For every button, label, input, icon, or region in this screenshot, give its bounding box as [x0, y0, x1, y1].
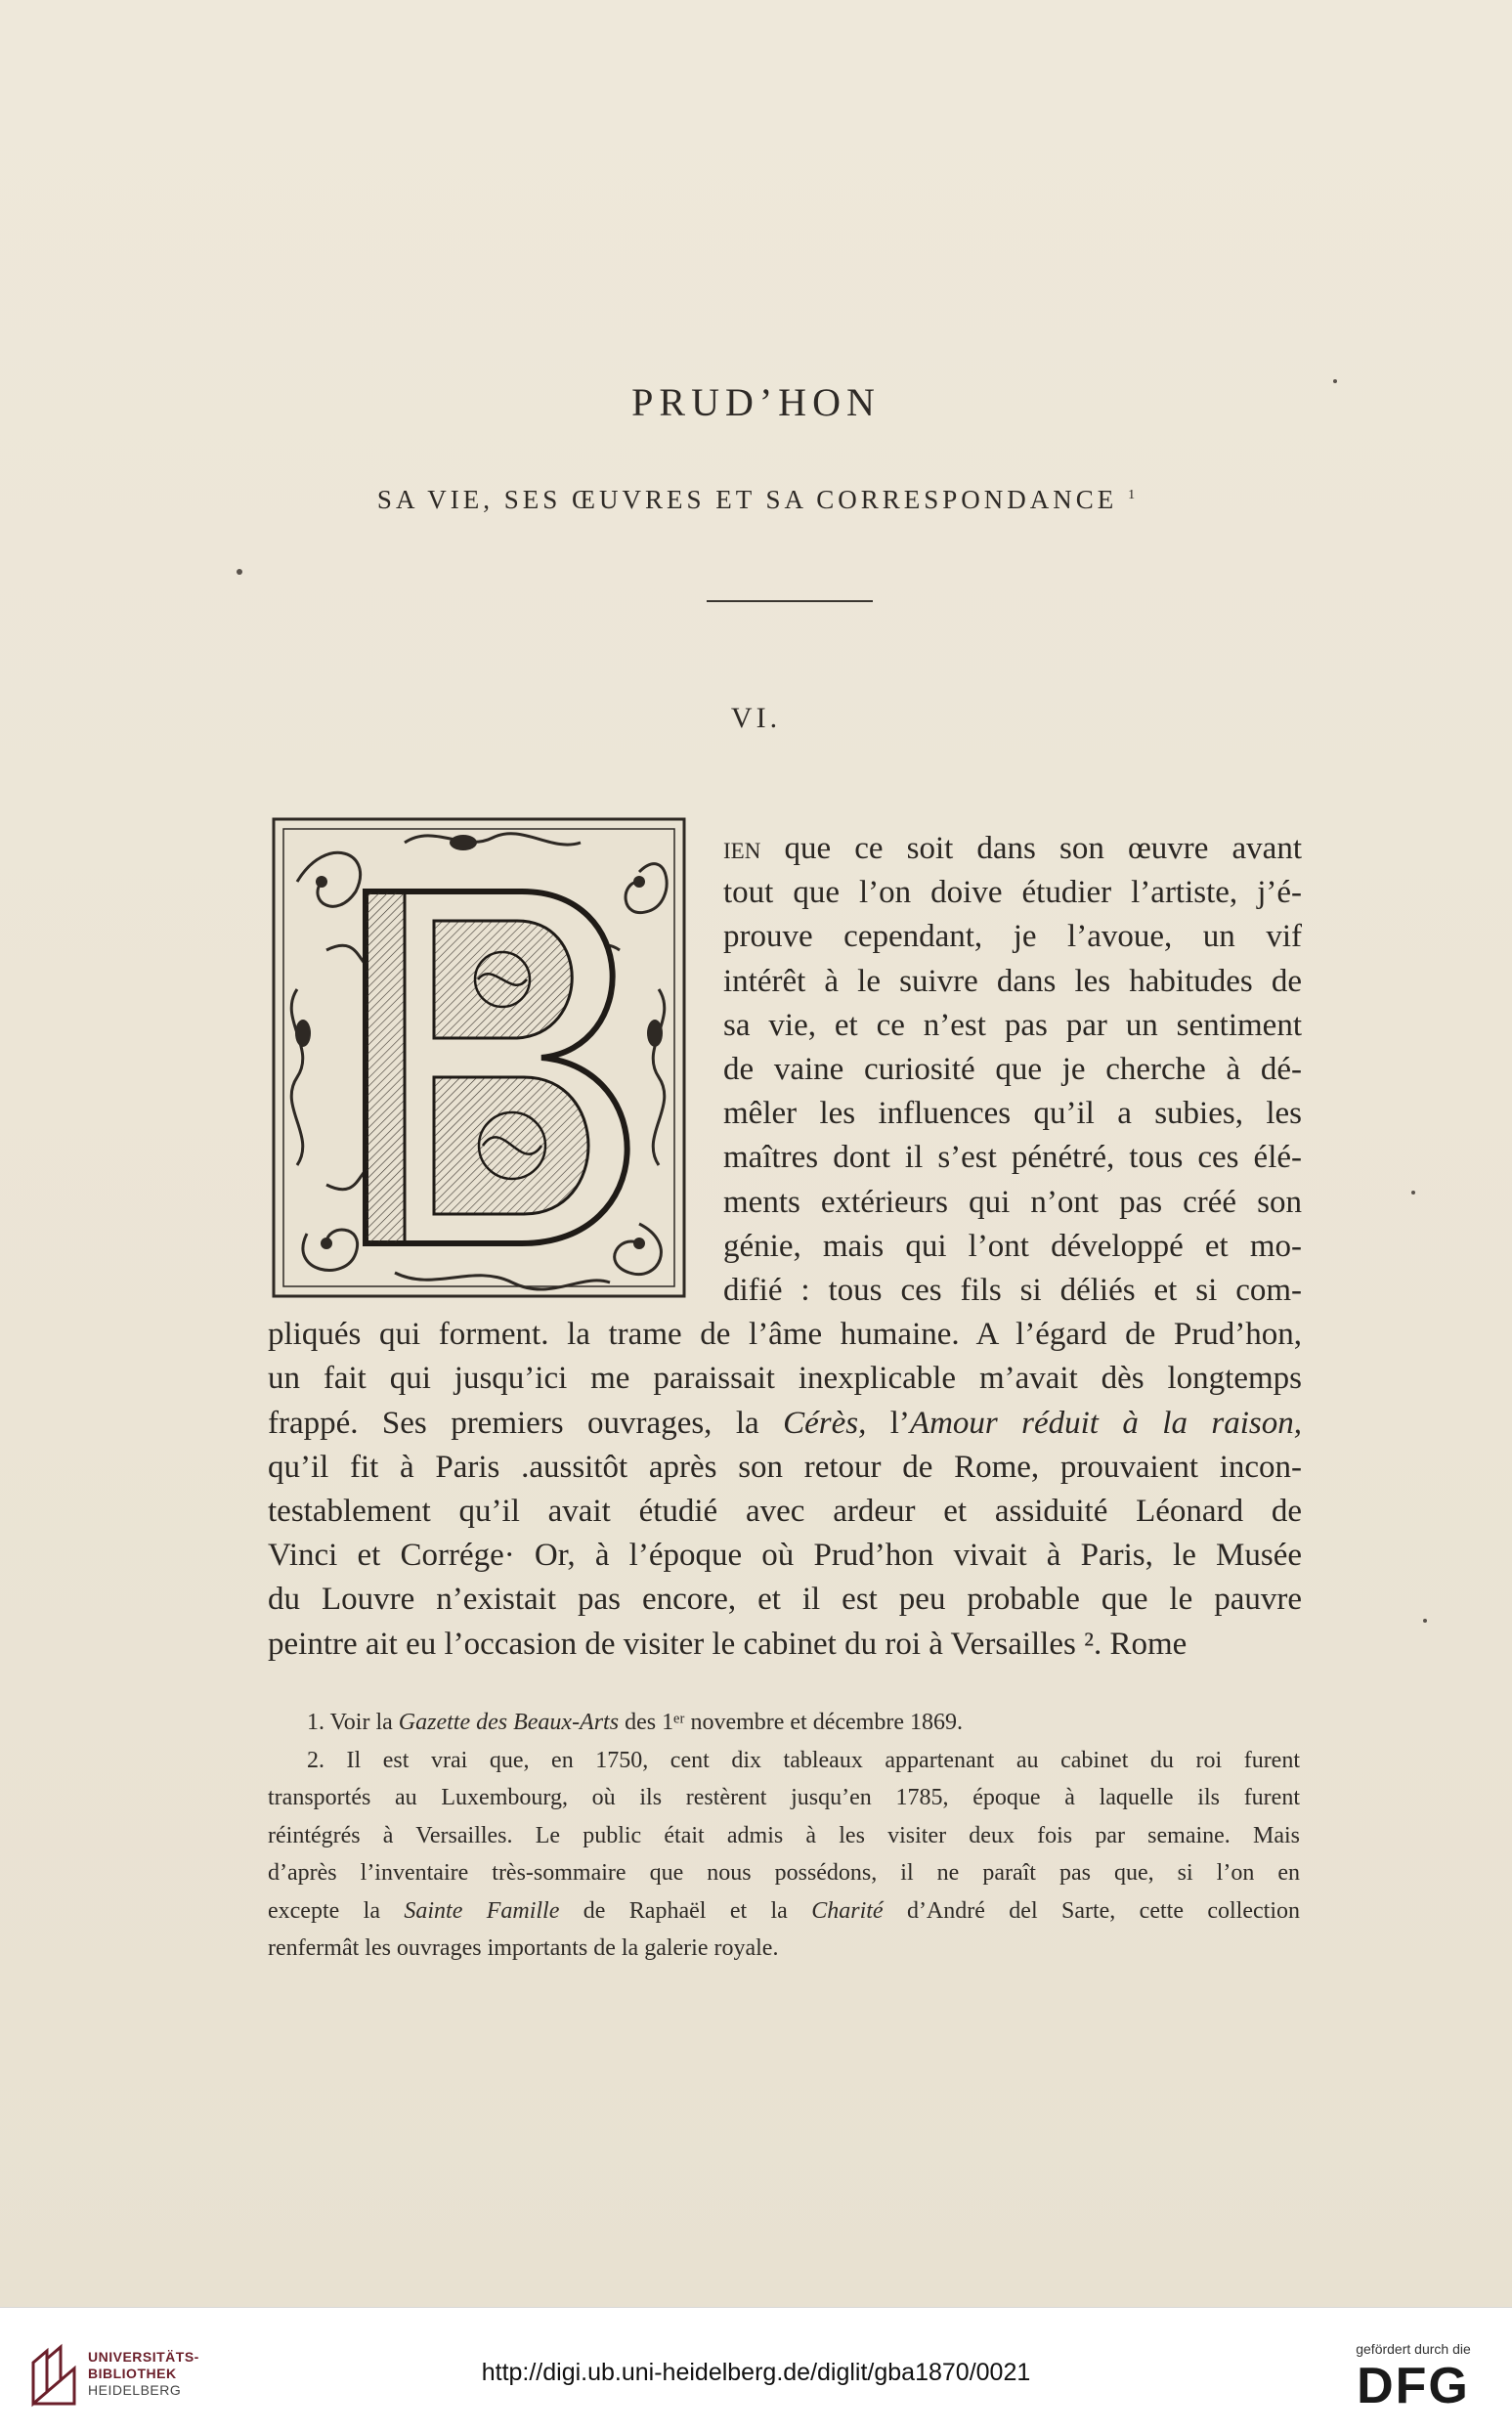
body-text: Vinci et Corrége· Or, à l’époque où Prud’hon vivait à Paris, le Musée: [268, 1538, 1302, 1574]
body-line: [723, 871, 1302, 914]
note-text: Gazette des Beaux-Arts: [398, 1710, 620, 1735]
body-line: [268, 1623, 1302, 1666]
note-text: renfermât les ouvrages importants de la galerie royale.: [268, 1935, 779, 1961]
subtitle-text: SA VIE, SES ŒUVRES ET SA CORRESPONDANCE: [376, 485, 1118, 514]
body-text: qu’il fit à Paris .aussitôt après son retour de Rome, prouvaient incon-: [268, 1449, 1302, 1485]
body-line: [268, 1313, 1302, 1356]
note-text: d’André del Sarte, cette collection: [883, 1897, 1300, 1924]
library-name-line2: BIBLIOTHEK: [88, 2366, 177, 2381]
note-text: Charité: [811, 1897, 884, 1924]
note-line: [307, 1705, 1300, 1740]
body-line: [268, 1446, 1302, 1489]
body-line: [723, 1181, 1302, 1224]
body-text: sa vie, et ce n’est pas par un sentiment: [723, 1007, 1302, 1043]
note-text: 2. Il est vrai que, en 1750, cent dix tableaux appartenant au cabinet du roi furent: [307, 1747, 1300, 1773]
body-line: [268, 1534, 1302, 1577]
page-title: PRUD’HON: [631, 380, 881, 424]
body-text: frappé. Ses premiers ouvrages, la: [268, 1405, 784, 1441]
body-text: du Louvre n’existait pas encore, et il est peu probable que le pauvre: [268, 1582, 1302, 1618]
body-text: Amour réduit à la raison,: [909, 1405, 1302, 1441]
page-subtitle: [0, 485, 1512, 515]
note-line: [268, 1931, 1300, 1966]
section-divider: [707, 600, 873, 602]
note-line: [268, 1818, 1300, 1853]
note-line: [307, 1743, 1300, 1778]
chapter-number: VI.: [730, 702, 782, 734]
body-text: ien: [723, 831, 761, 866]
note-line: [268, 1855, 1300, 1890]
body-line: [723, 1048, 1302, 1091]
body-line: [723, 1004, 1302, 1047]
body-text: prouve cependant, je l’avoue, un vif: [723, 919, 1302, 955]
note-text: réintégrés à Versailles. Le public était admis à les visiter deux fois par semaine. Mais: [268, 1822, 1300, 1848]
library-name-line3: HEIDELBERG: [88, 2382, 182, 2398]
body-text: testablement qu’il avait étudié avec ardeur et assiduité Léonard de: [268, 1494, 1302, 1529]
sponsor-logo-text: DFG: [1357, 2358, 1470, 2414]
body-text: Rome: [1102, 1626, 1188, 1662]
body-line: [723, 960, 1302, 1003]
body-line: [268, 1490, 1302, 1533]
body-text: maîtres dont il s’est pénétré, tous ces élé-: [723, 1140, 1302, 1176]
body-line: [723, 1092, 1302, 1135]
body-line: [723, 1269, 1302, 1312]
body-line: [268, 1357, 1302, 1400]
note-text: transportés au Luxembourg, où ils restèrent jusqu’en 1785, époque à laquelle ils furent: [268, 1785, 1300, 1810]
body-text: de vaine curiosité que je cherche à dé-: [723, 1052, 1302, 1087]
body-text: tout que l’on doive étudier l’artiste, j’é-: [723, 875, 1302, 911]
body-line: [723, 827, 1302, 870]
body-text: génie, mais qui l’ont développé et mo-: [723, 1228, 1302, 1264]
sponsor-caption: gefördert durch die: [1356, 2341, 1471, 2357]
note-text: 1. Voir la: [307, 1710, 399, 1735]
body-text: difié : tous ces fils si déliés et si com-: [723, 1273, 1302, 1308]
body-text: l’: [866, 1405, 910, 1441]
body-line: [723, 1225, 1302, 1268]
note-line: [268, 1780, 1300, 1815]
note-text: d’après l’inventaire très-sommaire que nous possédons, il ne paraît pas que, si l’on en: [268, 1860, 1300, 1886]
sponsor-block: [1340, 2341, 1487, 2413]
body-text: pliqués qui forment. la trame de l’âme humaine. A l’égard de Prud’hon,: [268, 1317, 1302, 1353]
body-text: peintre ait eu l’occasion de visiter le cabinet du roi à Versailles ².: [268, 1626, 1102, 1662]
body-text: mêler les influences qu’il a subies, les: [723, 1096, 1302, 1132]
permalink-url[interactable]: http://digi.ub.uni-heidelberg.de/diglit/gba1870/0021: [481, 2359, 1031, 2386]
note-text: Sainte Famille: [404, 1897, 560, 1924]
note-text: excepte la: [268, 1897, 405, 1924]
body-line: [268, 1402, 1302, 1445]
digital-library-footer: [0, 2307, 1512, 2433]
body-text: un fait qui jusqu’ici me paraissait inexplicable m’avait dès longtemps: [268, 1361, 1302, 1397]
body-line: [723, 915, 1302, 958]
note-text: des 1ᵉʳ novembre et décembre 1869.: [619, 1710, 963, 1735]
body-line: [268, 1578, 1302, 1621]
library-name-line1: UNIVERSITÄTS-: [88, 2349, 199, 2365]
subtitle-footnote-mark: 1: [1128, 488, 1136, 502]
body-line: [723, 1136, 1302, 1179]
body-text: que ce soit dans son œuvre avant: [760, 831, 1302, 866]
body-text: Cérès,: [783, 1405, 867, 1441]
body-text: ments extérieurs qui n’ont pas créé son: [723, 1184, 1302, 1220]
note-text: de Raphaël et la: [559, 1897, 812, 1924]
body-text: intérêt à le suivre dans les habitudes de: [723, 963, 1302, 999]
ornamental-dropcap-icon: [268, 813, 690, 1302]
note-line: [268, 1893, 1300, 1929]
